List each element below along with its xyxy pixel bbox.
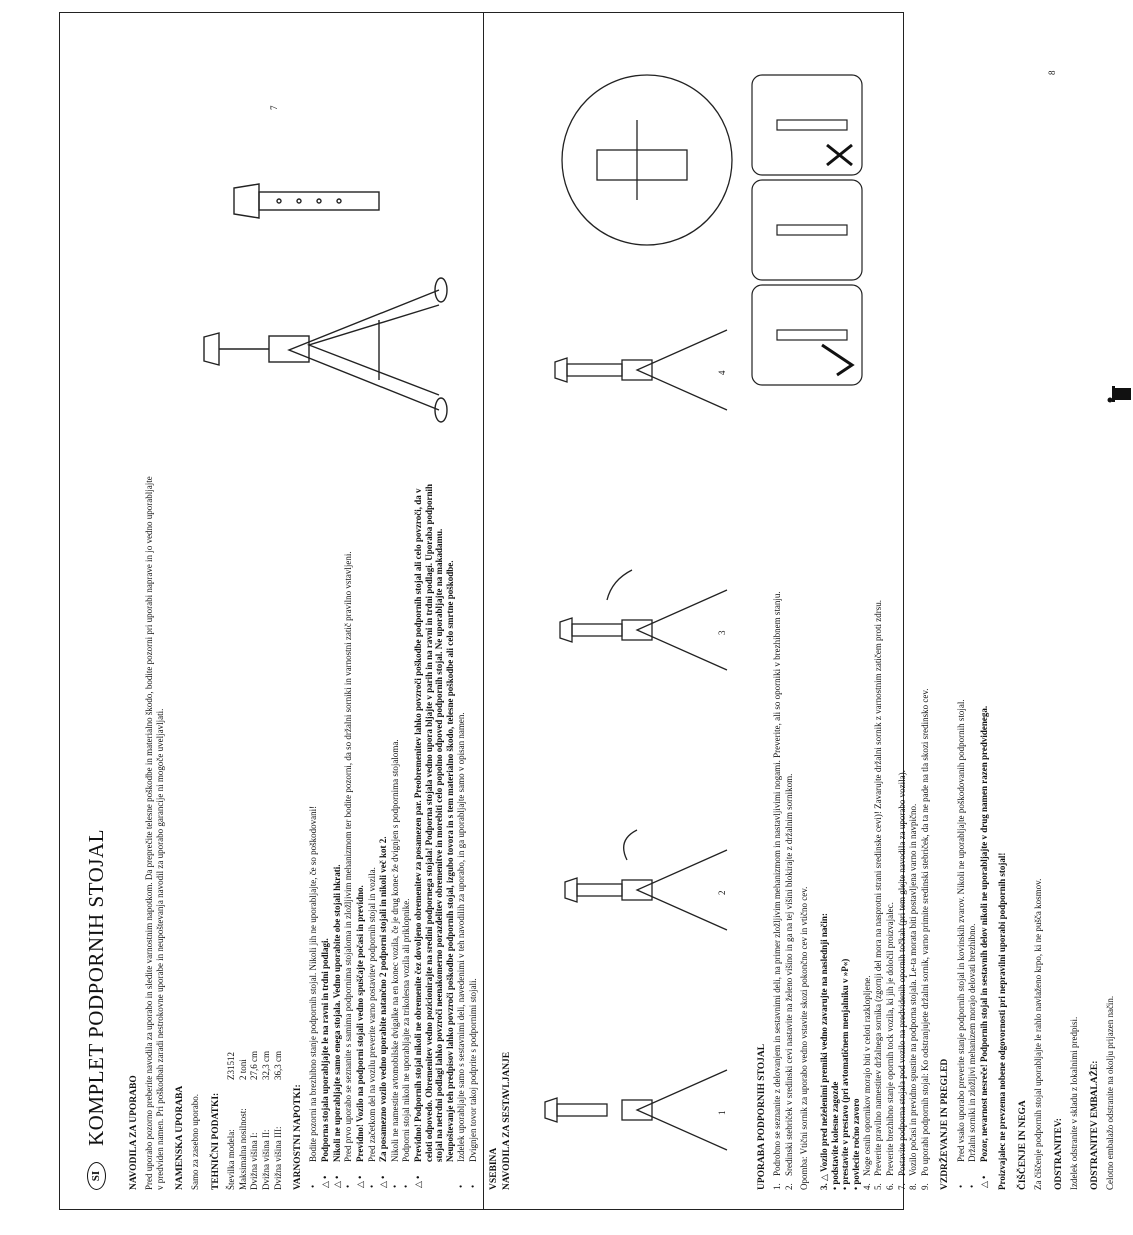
packaging-heading: ODSTRANITEV EMBALAŽE: — [1089, 1060, 1100, 1190]
assembly-figures — [517, 40, 747, 1190]
list-item: • Pred prvo uporabo se seznanite s samima podpornima stojaloma in zložljivim mehanizmom ter bodite pozorni, da so držalni sorniki in varnostni zatič pravilno vstavljeni. — [343, 551, 354, 1188]
list-item: • Pred začetkom del na vozilu preverite varno postavitev podpornih stojal in vozila. — [366, 867, 377, 1188]
tech-heading: TEHNIČNI PODATKI: — [211, 1092, 221, 1190]
recycle-bin-icon — [1107, 383, 1133, 405]
figure-number: 4 — [717, 370, 728, 375]
correct-incorrect-drawing — [747, 70, 867, 390]
list-item: • Držalni sorniki in zložljivi mehanizem morajo delovati brezhibno. — [967, 923, 978, 1188]
list-item: 6. Preverite brezhibno stanje opornih tock vozila, ki jih je določil proizvajalec. — [884, 902, 895, 1190]
list-item: 2. Sredinski stebriček v sredinski cevi nastavite na želeno višino in ga na tej višini blokirajte z držalnim sornikom. — [784, 773, 795, 1190]
list-item: • Izdelek uporabljajte samo s sestavnimi deli, navedenimi v teh navodilih za uporabo, in ga uporabljajte samo v opisan namen. — [456, 712, 467, 1188]
spec-label: Maksimalna nosilnost: — [237, 1108, 248, 1190]
list-item: 1. Podrobno se seznanite z delovanjem in sestavnimi deli, na primer zložljivim mehanizmom in nastavljivimi nogami. Preverite, ali so oporniki v brezhibnem stanju. — [772, 591, 783, 1190]
spec-value: 36,3 cm — [272, 1051, 283, 1080]
page-number: 7 — [268, 105, 279, 110]
safety-list — [308, 470, 478, 1190]
maintenance-heading: VZDRŽEVANJE IN PREGLED — [940, 1058, 951, 1190]
left-text-column — [119, 470, 504, 1190]
list-item: • Nikoli ne namestite avtomobilske dvigalke na en konec vozila, če je drug konec že dvignjen s podpornima stojaloma. — [389, 739, 400, 1188]
check-mark-icon — [822, 345, 852, 375]
purpose-heading: NAMENSKA UPORABA — [175, 1085, 186, 1190]
later-steps — [862, 390, 931, 1190]
title-row — [84, 40, 109, 1190]
spec-label: Dvižna višina III: — [272, 1126, 283, 1190]
step3-heading: 3. △ Vozilo pred neželenimi premiki vedno zavarujte na naslednji način: — [819, 913, 830, 1190]
stand-illustration — [119, 90, 504, 470]
cleaning-text: Za čiščenje podpornih stojal uporabljajte le rahlo navlaženo krpo, ki ne pušča kosmov. — [1033, 878, 1044, 1190]
spec-value: Z31512 — [226, 1052, 237, 1080]
list-item: • Dvignjen tovor takoj podprite s podpornimi stojali. — [467, 978, 478, 1188]
figure-number: 2 — [717, 890, 728, 895]
contents-heading: VSEBINA — [488, 1147, 499, 1190]
right-page — [500, 40, 1115, 1190]
safety-heading: VARNOSTNI NAPOTKI: — [293, 1084, 304, 1190]
list-item: 8. Vozilo počasi in previdno spustite na podporna stojala. Le-ta morata biti postavljena varno in navpično. — [908, 803, 919, 1190]
list-item: △ • Pozor, nevarnost nesreče! Podpornih stojal in sestavnih delov nikoli ne uporabljajte v drug namen razen predvidenega. — [978, 705, 989, 1188]
list-item: • Pred vsako uporabo preverite stanje podpornih stojal in kovinskih zvarov. Nikoli ne uporabljajte poškodovanih podpornih stojal. — [955, 699, 966, 1188]
figure-number: 1 — [717, 1110, 728, 1115]
purpose-text: Samo za zasebno uporabo. — [190, 1094, 201, 1190]
spec-value: 27,6 cm — [249, 1051, 260, 1080]
list-item: △ • Previdno! Vozilo na podporni stojali vedno spuščajte počasi in previdno. — [354, 885, 365, 1188]
usage-heading: UPORABA PODPORNIH STOJAL — [757, 1043, 768, 1190]
list-item: △ • Previdno! Podpornih stojal nikoli ne obremenite čez dovoljeno obremenitev za posamezen par. Preobremenitev lahko povzroči poškodbe podpornih stojal ali celo povzroči, da v celoti odpovedo. Obremenitev vedno pozicionirajte na sredini podpornega stojala! Podporna stojala vedno upora bljajte v parih in na ravni in trdni podlagi. Uporaba podpornih stojal na netrdni podlagi lahko povzroči neenakomerno porazdelitev obremenitve in morebiti celo popolno odpoved podpornih stojal. Ne uporabljajte na makadamu. Neupoštevanje teh predpisov lahko povzroči poškodbe podpornih stojal, izgubo tovora in s tem materialno škodo, telesne poškodbe ali celo smrtne poškodbe. — [412, 484, 455, 1188]
list-item: 5. Preverite pravilno namestitev držalnega sornika (zgornji del mora na nasprotni strani sredinske cevi)! Zavarujte držalni sornik z varnostnim zatičem proti zdrsu. — [873, 599, 884, 1190]
spec-label: Dvižna višina II: — [261, 1129, 272, 1190]
right-text-column — [747, 390, 1121, 1190]
spec-label: Dvižna višina I: — [249, 1132, 260, 1190]
list-item: 7. Postavite podporna stojala pod vozilo na predvidenih opornih točkah (pri tem glejte navodila za uporabo vozila). — [896, 770, 907, 1190]
intro-text: Pred uporabo pozorno preberite navodila za uporabo in sledite varnostnim napotkom. Da preprečite telesne poškodbe in materialno škodo, bodite pozorni pri uporabi naprave in jo vedno uporabljajte v predviden namen. Pri poškodbah zaradi nestrokovne uporabe in neupoštevanja navodil za uporabo garancije ni mogoče uveljavljati. — [143, 476, 165, 1190]
assembly-heading: NAVODILA ZA SESTAVLJANJE — [502, 1051, 512, 1190]
correct-incorrect-figures — [747, 60, 1121, 390]
maintenance-list — [956, 390, 990, 1190]
cleaning-heading: ČIŠČENJE IN NEGA — [1017, 1100, 1028, 1190]
usage-steps — [772, 390, 794, 1190]
language-badge: SI — [87, 1162, 106, 1190]
list-item: △ • Za posamezno vozilo vedno uporabite natančno 2 podporni stojali in nikoli več kot 2. — [378, 836, 389, 1188]
axle-stand-drawing — [119, 90, 459, 470]
step3-item: • povlecite ročno zavoro — [851, 1098, 862, 1190]
assembly-steps-drawing — [527, 40, 747, 1190]
page-title: KOMPLET PODPORNIH STOJAL — [84, 829, 108, 1146]
left-page — [78, 40, 499, 1190]
step3-item: • prestavite v prestavo (pri avtomatičnem menjalniku v »P«) — [840, 958, 851, 1190]
page-number: 8 — [1047, 70, 1058, 75]
list-item: • Podporni stojal nikoli ne uporabljajte za trikolesna vozila ali priklopnike. — [401, 898, 412, 1188]
liability-text: Proizvajalec ne prevzema nobene odgovornosti pri nepravilni uporabi podpornih stojal! — [997, 852, 1008, 1190]
note-text: Opomba: Vtični sornik za uporabo vedno vstavite skozi pokončno cev in vtično cev. — [798, 886, 809, 1190]
figure-number: 3 — [717, 630, 728, 635]
spec-table — [226, 470, 283, 1190]
packaging-text: Celotno embalažo odstranite na okolju prijazen način. — [1104, 995, 1115, 1190]
list-item: • Bodite pozorni na brezhibno stanje podpornih stojal. Nikoli jih ne uporabljajte, če so poškodovani! — [308, 805, 319, 1188]
cross-mark-icon — [827, 145, 852, 165]
disposal-text: Izdelek odstranite v skladu z lokalnimi predpisi. — [1068, 1016, 1079, 1190]
disposal-heading: ODSTRANITEV: — [1053, 1118, 1064, 1190]
spec-label: Številka modela: — [226, 1129, 237, 1190]
intro-heading: NAVODILA ZA UPORABO — [128, 1075, 139, 1190]
step3-item: • podstavite kolesne zagozde — [829, 1081, 840, 1190]
list-item: 9. Po uporabi podpornih stojal: Ko odstranjujete držalni sornik, varno primite sredinski stebriček, da ta ne pade na tla skozi sredinsko cev. — [919, 688, 930, 1190]
list-item: △ • Podporna stojala uporabljajte le na ravni in trdni podlagi. — [320, 938, 331, 1188]
spec-value: 2 toni — [237, 1059, 248, 1080]
list-item: △ • Nikoli ne uporabljajte samo enega stojala. Vedno uporabite obe stojali hkrati. — [331, 864, 342, 1188]
spec-value: 32,3 cm — [261, 1051, 272, 1080]
list-item: 4. Noge osnih opornikov morajo biti v celoti razklopljene. — [861, 975, 872, 1190]
